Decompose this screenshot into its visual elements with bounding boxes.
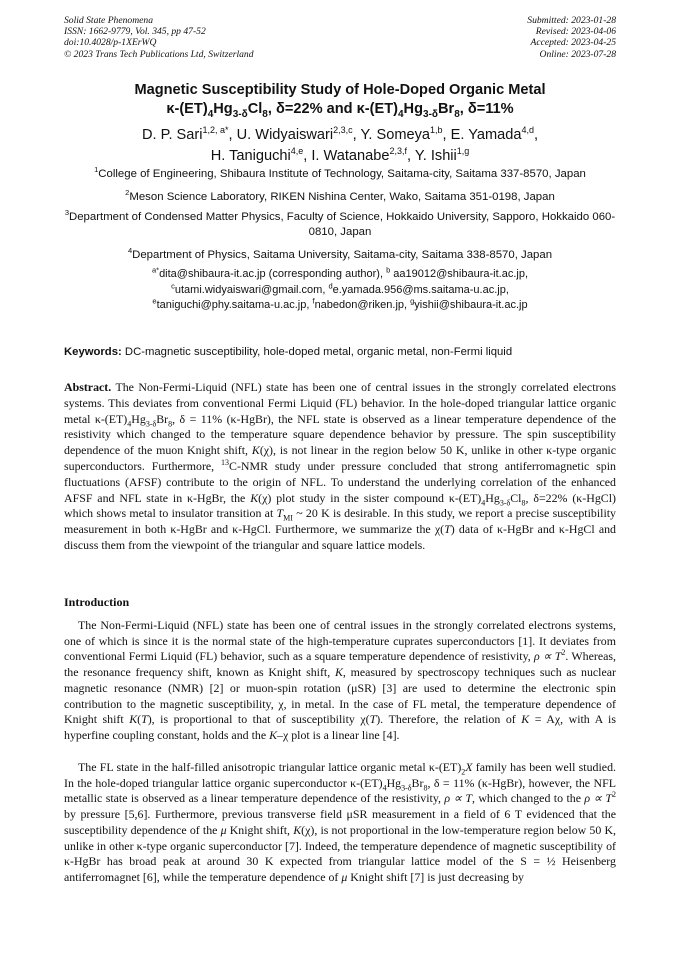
title-line-1: Magnetic Susceptibility Study of Hole-Doped Organic Metal xyxy=(134,82,546,98)
keywords-label: Keywords: xyxy=(64,346,122,358)
email-link[interactable]: utami.widyaiswari@gmail.com, xyxy=(174,283,329,296)
date-online: Online: 2023-07-28 xyxy=(539,48,616,60)
email-link[interactable]: e.yamada.956@ms.saitama-u.ac.jp, xyxy=(332,283,509,296)
section-heading-introduction: Introduction xyxy=(64,595,130,609)
email-link[interactable]: dita@shibaura-it.ac.jp (corresponding author), xyxy=(159,268,387,280)
affiliation-2: $^2$Meson Science Laboratory, RIKEN Nishina Center, Wako, Saitama 351-0198, Japan xyxy=(125,188,555,203)
date-submitted: Submitted: 2023-01-28 xyxy=(527,15,616,26)
authors-line-1: D. P. Sari$^{1,2, a*}$, U. Widyaiswari$^{2,3,c}$, Y. Someya$^{1,b}$, E. Yamada$^{4,d}$, xyxy=(141,125,539,143)
keywords-text: DC-magnetic susceptibility, hole-doped metal, organic metal, non-Fermi liquid xyxy=(121,346,513,358)
submission-dates xyxy=(527,15,616,60)
journal-name: Solid State Phenomena xyxy=(64,15,153,26)
affiliation-3: $^3$Department of Condensed Matter Physics, Faculty of Science, Hokkaido University, Sapporo, Hokkaido 060-0810, Japan xyxy=(64,208,616,238)
paper-title xyxy=(64,81,616,119)
journal-info xyxy=(64,15,254,60)
journal-issn: ISSN: 1662-9779, Vol. 345, pp 47-52 xyxy=(64,26,206,38)
authors-line-2: H. Taniguchi$^{4,e}$, I. Watanabe$^{2,3,f}$, Y. Ishii$^{1,g}$ xyxy=(210,145,470,164)
journal-copyright: © 2023 Trans Tech Publications Ltd, Switzerland xyxy=(64,48,254,60)
email-list: $^{a*}$dita@shibaura-it.ac.jp (corresponding author), $^b$ aa19012@shibaura-it.ac.jp, $^c$utami.widyaiswari@gmail.com, $^d$e.yamada.956@ms.saitama-u.ac.jp, $^e$taniguchi@phy.saitama-u.ac.jp, $^f$nabedon@riken.jp, $^g$yishii@shibaura-it.ac.jp xyxy=(151,265,529,311)
email-link[interactable]: taniguchi@phy.saitama-u.ac.jp, xyxy=(156,299,313,311)
intro-paragraph-2: The FL state in the half-filled anisotropic triangular lattice organic metal $\kappa-(ET)_2X$ family has been well studied. In the hole-doped triangular lattice organic superconductor $\kappa-(ET)_4Hg_{3-\delta}Br_8$, δ = 11% (κ-HgBr), however, the NFL metallic state is observed as a linear temperature dependence of the resistivity, ρ ∝ T, which changed to the $\rho \propto T^2$ by pressure [5,6]. Furthermore, previous transverse field μSR measurement in a field of 6 T evidenced that the susceptibility dependence of the μ Knight shift, K(χ), is not proportional in the low-temperature region below 50 K, unlike in other κ-type organic superconductor [7]. Indeed, the temperature dependence of magnetic susceptibility of κ-HgBr has broad peak at around 30 K expected from triangular lattice model of the S = ½ Heisenberg antiferromagnet [6], while the temperature dependence of μ Knight shift [7] is just decreasing by xyxy=(64,760,616,884)
abstract: Abstract. The Non-Fermi-Liquid (NFL) state has been one of central issues in the strongly correlated electrons systems. This deviates from conventional Fermi Liquid (FL) behavior. In the hole-doped triangular lattice organic metal $\kappa-(ET)_4Hg_{3-\delta}Br_8$, δ = 11% (κ-HgBr), the NFL state is observed as a linear temperature dependence of the resistivity which changed to the temperature square dependence behavior by pressure. The spin susceptibility dependence of the muon Knight shift, K(χ), is not linear in the region below 50 K, unlike in other κ-type organic superconductors. Furthermore, $^{13}$C-NMR study under pressure concluded that strong antiferromagnetic spin fluctuations (AFSF) contribute to the origin of NFL. To understand the underlying correlation of the enhanced AFSF and NFL state in κ-HgBr, the K(χ) plot study in the sister compound $\kappa-(ET)_4Hg_{3-\delta}Cl_8$, δ=22% (κ-HgCl) which shows metal to insulator transition at $T_{MI}$ ~ 20 K is desirable. In this study, we report a precise susceptibility measurement in both κ-HgBr and κ-HgCl. Furthermore, we summarize the χ(T) data of κ-HgBr and κ-HgCl and discuss them from the viewpoint of the triangular and square lattice models. xyxy=(64,380,616,552)
date-revised: Revised: 2023-04-06 xyxy=(535,26,616,38)
email-link[interactable]: nabedon@riken.jp, xyxy=(314,299,411,311)
affiliation-4: $^4$Department of Physics, Saitama University, Saitama-city, Saitama 338-8570, Japan xyxy=(127,246,553,261)
date-accepted: Accepted: 2023-04-25 xyxy=(530,37,616,49)
affiliation-1: $^1$College of Engineering, Shibaura Institute of Technology, Saitama-city, Saitama 337-8570, Japan xyxy=(94,165,586,180)
abstract-label: Abstract. xyxy=(64,380,112,394)
keywords xyxy=(64,345,616,360)
email-link[interactable]: aa19012@shibaura-it.ac.jp, xyxy=(390,268,529,280)
journal-doi: doi:10.4028/p-1XErWQ xyxy=(64,37,157,49)
intro-paragraph-1: The Non-Fermi-Liquid (NFL) state has been one of central issues in the strongly correlated electrons systems, one of which is since it is the normal state of the high-temperature cuprates superconductors [1]. It deviates from conventional Fermi Liquid (FL) behavior, such as a square temperature dependence of resistivity, $\rho \propto T^2$. Whereas, the resonance frequency shift, known as Knight shift, K, measured by spectroscopy techniques such as nuclear magnetic resonance (NMR) [2] or muon-spin rotation (μSR) [3] are used to determine the electronic spin contribution to the magnetic susceptibility, χ, in metal. In the case of FL metal, the temperature dependence of Knight shift K(T), is proportional to that of susceptibility χ(T). Therefore, the relation of K = Aχ, with A is hyperfine coupling constant, holds and the K–χ plot is a linear line [4]. xyxy=(64,618,616,742)
author-list xyxy=(64,125,616,166)
title-line-2: $\kappa-(ET)_4Hg_{3-\delta}Cl_8$, δ=22% and $\kappa-(ET)_4Hg_{3-\delta}Br_8$, δ=11% xyxy=(166,101,514,120)
email-link[interactable]: yishii@shibaura-it.ac.jp xyxy=(414,299,528,311)
